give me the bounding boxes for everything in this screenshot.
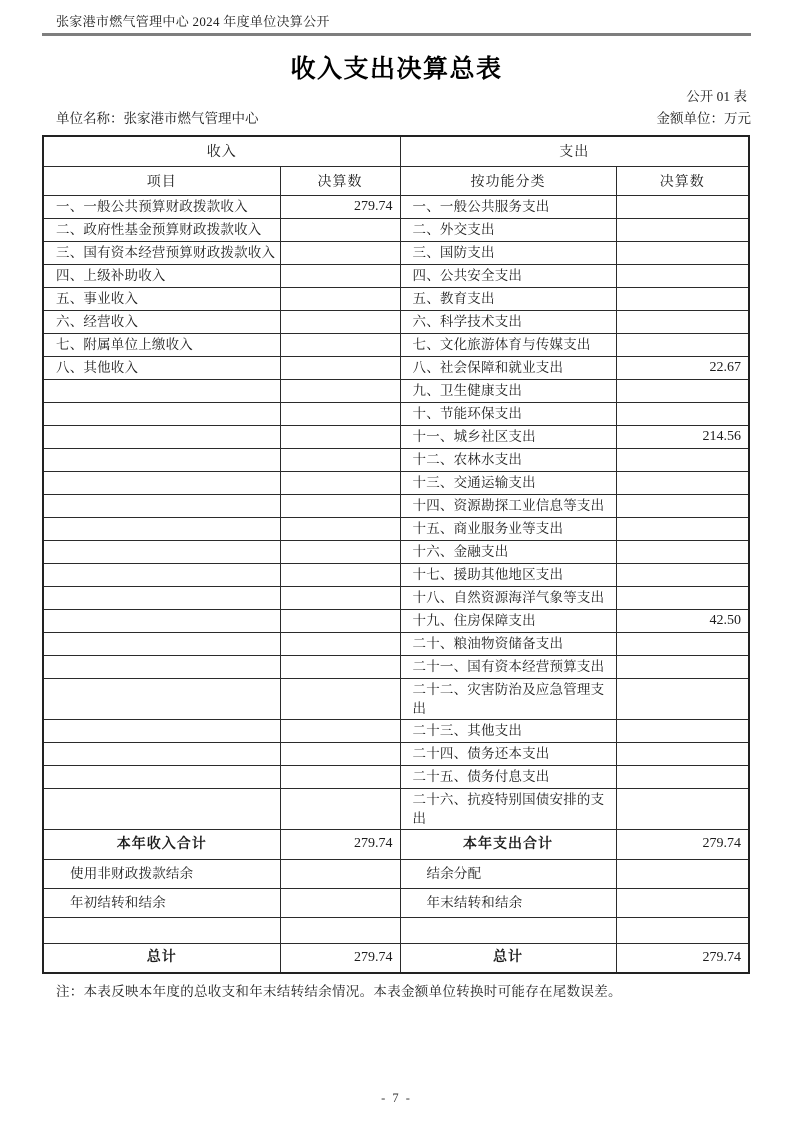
expense-section-header: 支出 bbox=[400, 136, 749, 166]
income-amount bbox=[280, 719, 400, 742]
income-item bbox=[43, 586, 280, 609]
income-item bbox=[43, 540, 280, 563]
income-item bbox=[43, 448, 280, 471]
summary-row bbox=[43, 943, 749, 973]
expense-amount: 42.50 bbox=[616, 609, 749, 632]
income-item bbox=[43, 402, 280, 425]
expense-amount bbox=[616, 333, 749, 356]
income-amount bbox=[280, 586, 400, 609]
expense-item: 一、一般公共服务支出 bbox=[400, 195, 616, 218]
col-header-income-item: 项目 bbox=[43, 166, 280, 195]
expense-item: 十六、金融支出 bbox=[400, 540, 616, 563]
final-accounts-table bbox=[42, 135, 750, 974]
income-item bbox=[43, 788, 280, 829]
expense-amount bbox=[616, 517, 749, 540]
expense-item: 本年支出合计 bbox=[400, 829, 616, 859]
table-row bbox=[43, 310, 749, 333]
expense-item: 二十二、灾害防治及应急管理支出 bbox=[400, 678, 616, 719]
table-row bbox=[43, 788, 749, 829]
income-item bbox=[43, 494, 280, 517]
expense-amount bbox=[616, 218, 749, 241]
table-row bbox=[43, 218, 749, 241]
table-row bbox=[43, 195, 749, 218]
expense-item: 七、文化旅游体育与传媒支出 bbox=[400, 333, 616, 356]
expense-item: 六、科学技术支出 bbox=[400, 310, 616, 333]
col-header-income-amount: 决算数 bbox=[280, 166, 400, 195]
income-item: 本年收入合计 bbox=[43, 829, 280, 859]
income-item bbox=[43, 678, 280, 719]
income-item bbox=[43, 742, 280, 765]
table-row bbox=[43, 719, 749, 742]
income-amount bbox=[280, 609, 400, 632]
expense-amount bbox=[616, 586, 749, 609]
expense-amount bbox=[616, 632, 749, 655]
income-item bbox=[43, 765, 280, 788]
expense-item: 十五、商业服务业等支出 bbox=[400, 517, 616, 540]
expense-item: 二、外交支出 bbox=[400, 218, 616, 241]
expense-amount bbox=[616, 402, 749, 425]
table-row bbox=[43, 425, 749, 448]
page-header: 张家港市燃气管理中心 2024 年度单位决算公开 bbox=[56, 14, 330, 29]
col-header-expense-amount: 决算数 bbox=[616, 166, 749, 195]
income-amount bbox=[280, 632, 400, 655]
page-number: - 7 - bbox=[381, 1091, 412, 1105]
income-item bbox=[43, 917, 280, 943]
expense-item: 十四、资源勘探工业信息等支出 bbox=[400, 494, 616, 517]
income-amount bbox=[280, 379, 400, 402]
expense-amount bbox=[616, 742, 749, 765]
col-header-expense-item: 按功能分类 bbox=[400, 166, 616, 195]
income-item: 四、上级补助收入 bbox=[43, 264, 280, 287]
expense-amount: 214.56 bbox=[616, 425, 749, 448]
expense-item: 十八、自然资源海洋气象等支出 bbox=[400, 586, 616, 609]
table-row bbox=[43, 471, 749, 494]
expense-amount bbox=[616, 448, 749, 471]
table-row bbox=[43, 494, 749, 517]
table-row bbox=[43, 333, 749, 356]
income-amount bbox=[280, 448, 400, 471]
header-rule bbox=[42, 33, 751, 36]
table-row bbox=[43, 678, 749, 719]
table-code: 公开 01 表 bbox=[686, 89, 747, 104]
expense-item: 二十三、其他支出 bbox=[400, 719, 616, 742]
table-row bbox=[43, 742, 749, 765]
expense-item: 年末结转和结余 bbox=[400, 888, 616, 917]
table-note: 注：本表反映本年度的总收支和年末结转结余情况。本表金额单位转换时可能存在尾数误差。 bbox=[56, 984, 622, 999]
expense-amount: 22.67 bbox=[616, 356, 749, 379]
expense-item: 十、节能环保支出 bbox=[400, 402, 616, 425]
table-row bbox=[43, 264, 749, 287]
income-amount bbox=[280, 287, 400, 310]
summary-row bbox=[43, 829, 749, 859]
table-row bbox=[43, 586, 749, 609]
income-amount bbox=[280, 917, 400, 943]
income-amount bbox=[280, 494, 400, 517]
expense-amount bbox=[616, 859, 749, 888]
income-amount bbox=[280, 471, 400, 494]
income-amount: 279.74 bbox=[280, 195, 400, 218]
expense-amount bbox=[616, 287, 749, 310]
table-row bbox=[43, 241, 749, 264]
expense-amount bbox=[616, 678, 749, 719]
amount-unit: 金额单位：万元 bbox=[656, 111, 751, 126]
expense-amount: 279.74 bbox=[616, 829, 749, 859]
expense-item: 结余分配 bbox=[400, 859, 616, 888]
expense-item: 十一、城乡社区支出 bbox=[400, 425, 616, 448]
expense-amount bbox=[616, 888, 749, 917]
expense-amount bbox=[616, 264, 749, 287]
income-item: 八、其他收入 bbox=[43, 356, 280, 379]
income-item: 总计 bbox=[43, 943, 280, 973]
income-amount bbox=[280, 765, 400, 788]
income-item: 一、一般公共预算财政拨款收入 bbox=[43, 195, 280, 218]
income-item bbox=[43, 379, 280, 402]
income-item bbox=[43, 563, 280, 586]
income-item bbox=[43, 655, 280, 678]
expense-item: 二十五、债务付息支出 bbox=[400, 765, 616, 788]
summary-row bbox=[43, 859, 749, 888]
expense-item: 十三、交通运输支出 bbox=[400, 471, 616, 494]
expense-amount bbox=[616, 655, 749, 678]
expense-amount bbox=[616, 719, 749, 742]
table-row bbox=[43, 448, 749, 471]
income-amount bbox=[280, 678, 400, 719]
income-section-header: 收入 bbox=[43, 136, 400, 166]
table-row bbox=[43, 402, 749, 425]
expense-item: 二十四、债务还本支出 bbox=[400, 742, 616, 765]
income-item: 二、政府性基金预算财政拨款收入 bbox=[43, 218, 280, 241]
income-item bbox=[43, 609, 280, 632]
income-item: 使用非财政拨款结余 bbox=[43, 859, 280, 888]
income-amount bbox=[280, 655, 400, 678]
expense-amount bbox=[616, 788, 749, 829]
section-header-row bbox=[43, 136, 749, 166]
table-body bbox=[43, 195, 749, 973]
expense-item: 十七、援助其他地区支出 bbox=[400, 563, 616, 586]
expense-amount bbox=[616, 563, 749, 586]
expense-item bbox=[400, 917, 616, 943]
expense-amount bbox=[616, 379, 749, 402]
income-item: 三、国有资本经营预算财政拨款收入 bbox=[43, 241, 280, 264]
expense-amount bbox=[616, 917, 749, 943]
summary-row bbox=[43, 917, 749, 943]
expense-amount bbox=[616, 310, 749, 333]
income-amount bbox=[280, 218, 400, 241]
expense-item: 四、公共安全支出 bbox=[400, 264, 616, 287]
table-row bbox=[43, 517, 749, 540]
expense-amount bbox=[616, 471, 749, 494]
income-item: 五、事业收入 bbox=[43, 287, 280, 310]
table-row bbox=[43, 540, 749, 563]
income-amount bbox=[280, 788, 400, 829]
income-amount bbox=[280, 742, 400, 765]
income-amount bbox=[280, 356, 400, 379]
expense-amount bbox=[616, 540, 749, 563]
income-item: 六、经营收入 bbox=[43, 310, 280, 333]
expense-item: 总计 bbox=[400, 943, 616, 973]
expense-item: 八、社会保障和就业支出 bbox=[400, 356, 616, 379]
income-amount bbox=[280, 402, 400, 425]
expense-amount bbox=[616, 494, 749, 517]
income-item: 七、附属单位上缴收入 bbox=[43, 333, 280, 356]
income-amount bbox=[280, 540, 400, 563]
income-amount bbox=[280, 563, 400, 586]
page-title: 收入支出决算总表 bbox=[290, 55, 503, 83]
expense-item: 十二、农林水支出 bbox=[400, 448, 616, 471]
expense-item: 二十、粮油物资储备支出 bbox=[400, 632, 616, 655]
expense-amount bbox=[616, 241, 749, 264]
income-amount bbox=[280, 310, 400, 333]
unit-name: 单位名称：张家港市燃气管理中心 bbox=[56, 111, 259, 126]
table-row bbox=[43, 563, 749, 586]
income-item bbox=[43, 425, 280, 448]
table-row bbox=[43, 765, 749, 788]
expense-amount: 279.74 bbox=[616, 943, 749, 973]
income-amount bbox=[280, 425, 400, 448]
income-item bbox=[43, 471, 280, 494]
expense-item: 二十六、抗疫特别国债安排的支出 bbox=[400, 788, 616, 829]
income-amount: 279.74 bbox=[280, 943, 400, 973]
table-row bbox=[43, 609, 749, 632]
table-row bbox=[43, 356, 749, 379]
income-item: 年初结转和结余 bbox=[43, 888, 280, 917]
meta-row bbox=[42, 110, 751, 128]
income-amount bbox=[280, 333, 400, 356]
income-amount bbox=[280, 517, 400, 540]
income-amount bbox=[280, 264, 400, 287]
expense-item: 二十一、国有资本经营预算支出 bbox=[400, 655, 616, 678]
column-header-row bbox=[43, 166, 749, 195]
table-row bbox=[43, 632, 749, 655]
income-amount bbox=[280, 888, 400, 917]
expense-amount bbox=[616, 765, 749, 788]
expense-item: 九、卫生健康支出 bbox=[400, 379, 616, 402]
income-amount bbox=[280, 859, 400, 888]
expense-item: 五、教育支出 bbox=[400, 287, 616, 310]
table-row bbox=[43, 379, 749, 402]
expense-item: 三、国防支出 bbox=[400, 241, 616, 264]
income-item bbox=[43, 719, 280, 742]
income-amount: 279.74 bbox=[280, 829, 400, 859]
expense-amount bbox=[616, 195, 749, 218]
expense-item: 十九、住房保障支出 bbox=[400, 609, 616, 632]
summary-row bbox=[43, 888, 749, 917]
income-item bbox=[43, 517, 280, 540]
table-row bbox=[43, 287, 749, 310]
income-amount bbox=[280, 241, 400, 264]
table-row bbox=[43, 655, 749, 678]
income-item bbox=[43, 632, 280, 655]
